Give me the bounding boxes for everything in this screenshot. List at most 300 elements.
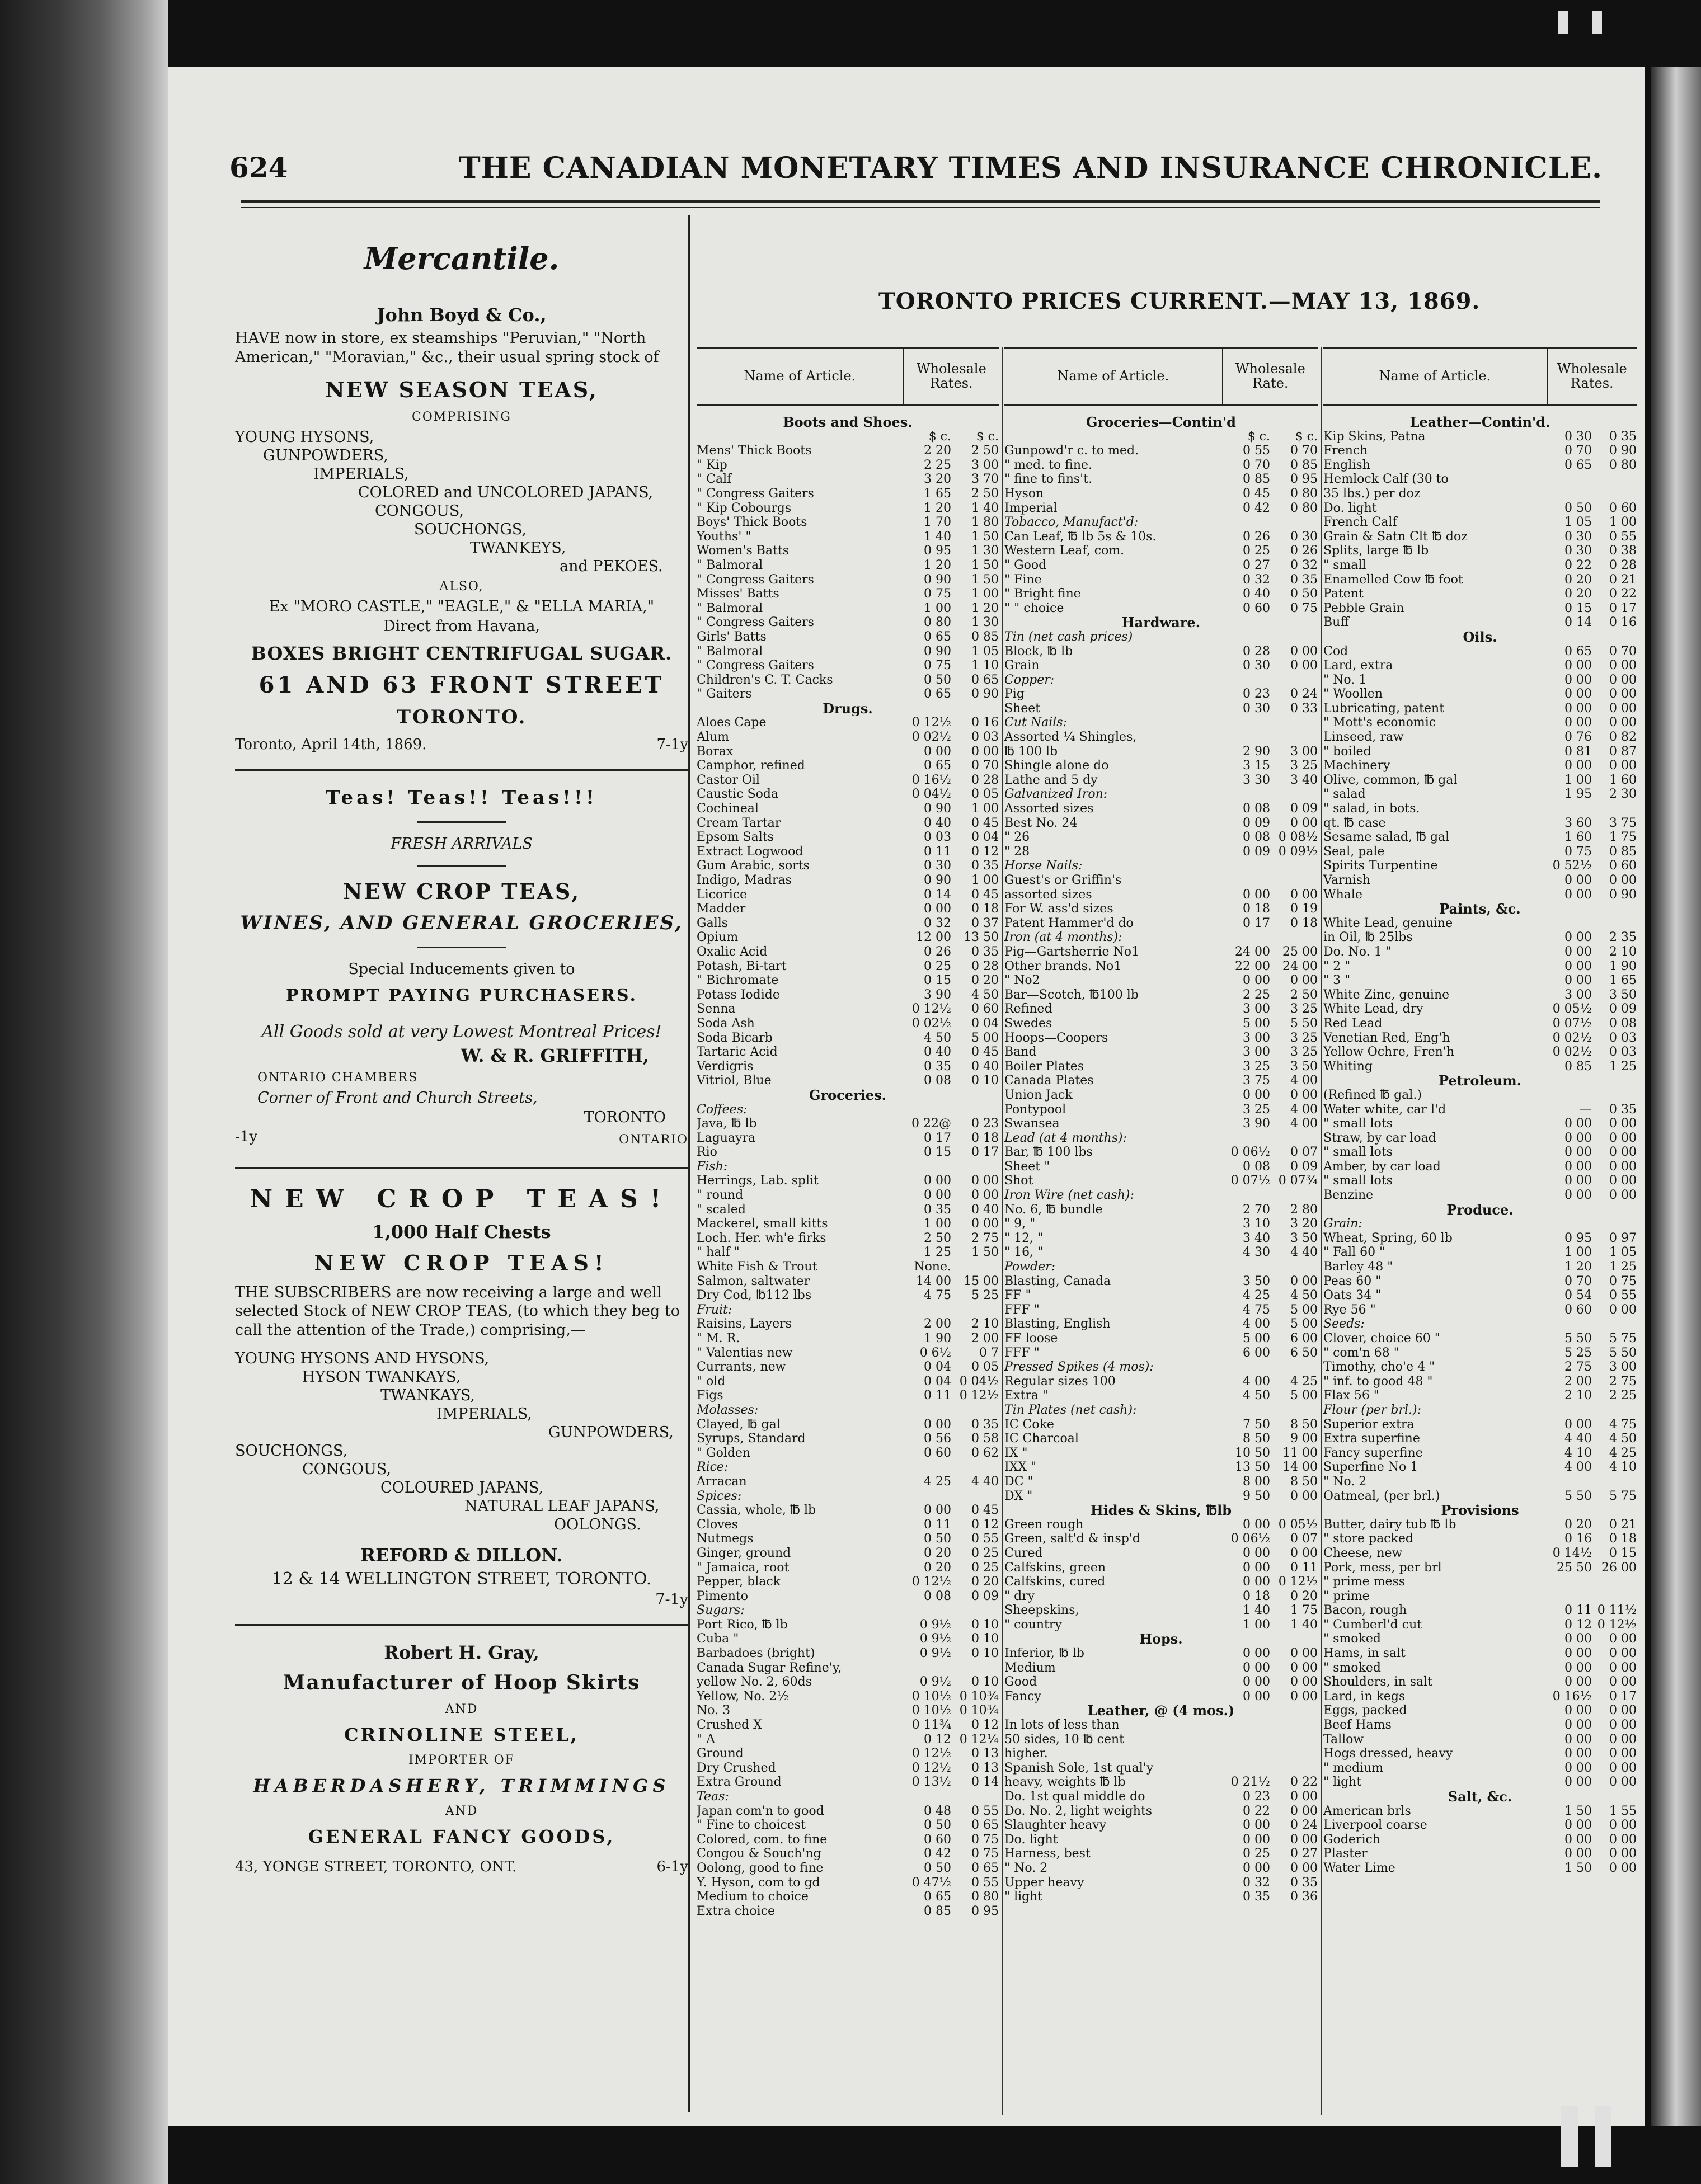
- price-row: [697, 1718, 999, 1733]
- price-row: [1323, 1303, 1637, 1317]
- high-rate: 1 50: [971, 572, 999, 587]
- low-rate: 0 00: [1564, 1117, 1592, 1131]
- article-name: Pork, mess, per brl: [1323, 1560, 1442, 1575]
- low-rate: 0 08: [1243, 1159, 1270, 1174]
- article-name: yellow No. 2, 60ds: [697, 1675, 812, 1689]
- high-rate: 0 00: [1290, 887, 1318, 902]
- low-rate: 2 20: [924, 444, 951, 458]
- article-name: Upper heavy: [1004, 1875, 1084, 1890]
- article-name: Sugars:: [697, 1603, 745, 1618]
- article-name: Cod: [1323, 644, 1348, 658]
- low-rate: 0 00: [1564, 973, 1592, 988]
- low-rate: 0 12½: [911, 1575, 951, 1589]
- low-rate: 1 90: [924, 1331, 951, 1345]
- low-rate: 0 30: [1564, 529, 1592, 544]
- price-row: [1323, 1804, 1637, 1819]
- high-rate: 0 00: [1290, 1088, 1318, 1102]
- high-rate: 0 03: [1609, 1045, 1637, 1060]
- high-rate: 2 75: [1609, 1374, 1637, 1388]
- high-rate: 0 08: [1609, 1016, 1637, 1030]
- article-name: Swedes: [1004, 1016, 1052, 1030]
- advertisement: [235, 1185, 688, 1608]
- high-rate: 0 00: [1609, 1646, 1637, 1661]
- ad-address: 12 & 14 WELLINGTON STREET, TORONTO.: [271, 1569, 652, 1589]
- high-rate: 0 90: [1609, 444, 1637, 458]
- subsection-heading: [1004, 673, 1318, 688]
- high-rate: 4 00: [1290, 1117, 1318, 1131]
- article-name: French: [1323, 444, 1368, 458]
- price-row: [1323, 1045, 1637, 1060]
- article-name: Cloves: [697, 1517, 738, 1532]
- article-name: " Balmoral: [697, 558, 763, 572]
- list-item: TWANKAYS,: [380, 1386, 475, 1404]
- article-name: " 3 ": [1323, 973, 1351, 988]
- price-row: [1323, 1718, 1637, 1733]
- price-row: [697, 1546, 999, 1561]
- article-name: Grain & Satn Clt ℔ doz: [1323, 529, 1468, 544]
- article-name: in Oil, ℔ 25lbs: [1323, 930, 1413, 945]
- low-rate: 0 00: [1564, 1732, 1592, 1747]
- low-rate: 8 00: [1243, 1474, 1270, 1489]
- high-rate: 0 55: [971, 1804, 999, 1818]
- high-rate: 1 40: [971, 501, 999, 515]
- article-name: Cheese, new: [1323, 1546, 1403, 1560]
- article-name: Coffees:: [697, 1102, 748, 1117]
- list-item: OOLONGS.: [554, 1515, 641, 1533]
- low-rate: 0 00: [924, 1417, 951, 1432]
- low-rate: [1223, 1747, 1270, 1761]
- price-row: [1323, 615, 1637, 630]
- low-rate: 0 15: [1564, 601, 1592, 615]
- price-row: [697, 1503, 999, 1518]
- price-row: [697, 1002, 999, 1016]
- article-name: Sheepskins,: [1004, 1603, 1079, 1618]
- article-name: Alum: [697, 730, 729, 745]
- low-rate: 0 81: [1564, 744, 1592, 759]
- column-divider: [1321, 347, 1322, 2115]
- low-rate: 4 50: [1243, 1388, 1270, 1403]
- section-heading: [1323, 415, 1637, 430]
- article-name: Boiler Plates: [1004, 1059, 1084, 1074]
- price-row: [1004, 1217, 1318, 1231]
- low-rate: 0 23: [1243, 1790, 1270, 1804]
- article-name: Extra choice: [697, 1904, 776, 1918]
- ad-line: 1,000 Half Chests: [372, 1221, 551, 1242]
- low-rate: 0 9½: [919, 1632, 951, 1646]
- low-rate: 1 00: [924, 1217, 951, 1231]
- article-name: Soda Ash: [697, 1016, 755, 1030]
- ad-code: -1y: [235, 1128, 258, 1145]
- article-name: " small: [1323, 558, 1366, 572]
- low-rate: 0 25: [1243, 1847, 1270, 1861]
- low-rate: 0 60: [1243, 601, 1270, 615]
- article-name: " No. 2: [1004, 1861, 1048, 1875]
- low-rate: 1 20: [924, 501, 951, 515]
- price-row: [1004, 1303, 1318, 1317]
- subsection-heading: [1004, 859, 1318, 873]
- price-row: [697, 1375, 999, 1389]
- price-row: [1323, 444, 1637, 458]
- article-name: Harness, best: [1004, 1847, 1091, 1861]
- low-rate: 3 40: [1243, 1231, 1270, 1245]
- article-name: " Cumberl'd cut: [1323, 1617, 1422, 1632]
- price-row: [1004, 1790, 1318, 1804]
- low-rate: 1 95: [1564, 787, 1592, 802]
- high-rate: 1 75: [1290, 1603, 1318, 1618]
- article-name: Rice:: [697, 1460, 729, 1475]
- high-rate: 0 10: [971, 1675, 999, 1689]
- price-row: [697, 1532, 999, 1546]
- high-rate: 0 12½: [1597, 1617, 1637, 1632]
- article-name: " small lots: [1323, 1174, 1393, 1188]
- high-rate: 0 00: [1290, 1675, 1318, 1689]
- high-rate: 13 50: [964, 930, 999, 945]
- high-rate: 0 45: [971, 887, 999, 902]
- column-divider: [688, 215, 690, 2112]
- list-item: IMPERIALS,: [313, 465, 409, 483]
- price-row: [697, 888, 999, 902]
- ad-headline: NEW SEASON TEAS,: [325, 376, 599, 402]
- low-rate: 0 42: [1243, 501, 1270, 515]
- price-row: [1004, 1532, 1318, 1546]
- price-row: [697, 973, 999, 988]
- article-name: Leather, @ (4 mos.): [1087, 1703, 1235, 1719]
- low-rate: 2 25: [924, 458, 951, 472]
- high-rate: 3 50: [1290, 1231, 1318, 1245]
- article-name: Splits, large ℔ lb: [1323, 544, 1429, 558]
- section-heading: [1323, 1074, 1637, 1088]
- low-rate: 0 50: [1564, 501, 1592, 515]
- price-row: [1004, 830, 1318, 845]
- price-row: [1323, 845, 1637, 859]
- article-name: assorted sizes: [1004, 887, 1092, 902]
- article-name: Benzine: [1323, 1188, 1374, 1203]
- price-row: [1323, 558, 1637, 573]
- column-header: Name of Article.: [1057, 368, 1169, 384]
- high-rate: 0 18: [1290, 916, 1318, 930]
- high-rate: 0 14: [971, 1775, 999, 1790]
- article-name: Copper:: [1004, 672, 1055, 687]
- low-rate: 3 00: [1564, 987, 1592, 1002]
- ad-note: AND: [445, 1804, 478, 1818]
- article-name: Medium to choice: [697, 1890, 809, 1904]
- article-name: Hemlock Calf (30 to: [1323, 472, 1449, 487]
- article-name: Canada Sugar Refine'y,: [697, 1660, 842, 1675]
- low-rate: 0 18: [1243, 1589, 1270, 1603]
- low-rate: 3 25: [1243, 1059, 1270, 1074]
- article-name: Ginger, ground: [697, 1546, 791, 1560]
- article-name: qt. ℔ case: [1323, 816, 1386, 830]
- low-rate: 0 00: [1564, 1174, 1592, 1188]
- price-row: [1004, 1446, 1318, 1461]
- price-row: [697, 845, 999, 859]
- price-row: [697, 1231, 999, 1246]
- article-name: Hides & Skins, ℔lb: [1090, 1503, 1232, 1518]
- ad-line: BOXES BRIGHT CENTRIFUGAL SUGAR.: [251, 642, 673, 664]
- high-rate: 0 20: [1290, 1589, 1318, 1603]
- price-row: [1323, 787, 1637, 802]
- article-name: Water white, car l'd: [1323, 1102, 1446, 1117]
- price-row: [697, 902, 999, 916]
- price-row: [1004, 1775, 1318, 1790]
- article-name: Spanish Sole, 1st qual'y: [1004, 1761, 1154, 1775]
- low-rate: 0 00: [1243, 1646, 1270, 1661]
- high-rate: 0 15: [1609, 1546, 1637, 1560]
- low-rate: [1223, 730, 1270, 745]
- high-rate: [951, 1260, 999, 1274]
- low-rate: 0 20: [1564, 1517, 1592, 1532]
- price-row: [1004, 916, 1318, 931]
- article-name: " light: [1323, 1775, 1362, 1790]
- price-row: [697, 1775, 999, 1790]
- low-rate: 4 75: [924, 1288, 951, 1303]
- article-name: Hyson: [1004, 486, 1044, 501]
- low-rate: [1223, 873, 1270, 888]
- price-row: [1323, 1689, 1637, 1704]
- price-row: [1323, 530, 1637, 544]
- price-row: [1004, 558, 1318, 573]
- price-row: [1323, 759, 1637, 773]
- low-rate: 4 10: [1564, 1446, 1592, 1460]
- low-rate: 0 30: [1564, 544, 1592, 558]
- high-rate: 0 55: [971, 1532, 999, 1546]
- price-row: [697, 1060, 999, 1074]
- high-rate: 5 50: [1290, 1016, 1318, 1030]
- low-rate: 0 00: [1564, 1188, 1592, 1203]
- low-rate: 1 20: [1564, 1260, 1592, 1274]
- high-rate: 0 22: [1609, 587, 1637, 601]
- low-rate: 0 06½: [1230, 1532, 1270, 1546]
- article-name: Grain: [1004, 658, 1040, 673]
- article-name: Oils.: [1463, 629, 1497, 644]
- list-item: COLOURED JAPANS,: [380, 1479, 544, 1496]
- ad-headline: NEW CROP TEAS!: [250, 1184, 674, 1213]
- high-rate: [1270, 730, 1318, 745]
- price-row: [1004, 888, 1318, 902]
- ad-separator: [417, 821, 506, 823]
- price-row: [697, 730, 999, 745]
- high-rate: 0 28: [1609, 558, 1637, 572]
- price-row: [697, 1203, 999, 1217]
- high-rate: 0 16: [1609, 615, 1637, 630]
- section-heading: Mercantile.: [364, 241, 560, 276]
- low-rate: 0 50: [924, 1818, 951, 1833]
- ad-address: 43, YONGE STREET, TORONTO, ONT.: [235, 1858, 517, 1875]
- article-name: Rye 56 ": [1323, 1302, 1376, 1317]
- low-rate: 13 50: [1235, 1460, 1270, 1475]
- price-row: [697, 1346, 999, 1361]
- low-rate: 0 32: [1243, 572, 1270, 587]
- low-rate: 0 25: [1243, 544, 1270, 558]
- article-name: Band: [1004, 1045, 1037, 1060]
- price-row: [1323, 1661, 1637, 1675]
- high-rate: 0 12¼: [959, 1732, 999, 1747]
- low-rate: 0 76: [1564, 730, 1592, 745]
- high-rate: 15 00: [964, 1274, 999, 1288]
- article-name: Do. 1st qual middle do: [1004, 1790, 1145, 1804]
- price-row: [1323, 1088, 1637, 1103]
- article-name: " Balmoral: [697, 644, 763, 658]
- article-name: " Fall 60 ": [1323, 1245, 1385, 1260]
- section-heading: [1323, 902, 1637, 916]
- article-name: Pepper, black: [697, 1575, 781, 1589]
- low-rate: 0 22: [1564, 558, 1592, 572]
- price-row: [697, 1188, 999, 1203]
- low-rate: [1547, 472, 1592, 487]
- column-header: Name of Article.: [1379, 368, 1491, 384]
- low-rate: 1 50: [1564, 1804, 1592, 1818]
- high-rate: 0 17: [1609, 601, 1637, 615]
- price-row: [1323, 1288, 1637, 1303]
- high-rate: 4 25: [1290, 1374, 1318, 1388]
- article-name: Iron Wire (net cash):: [1004, 1188, 1134, 1203]
- low-rate: 0 60: [1564, 1302, 1592, 1317]
- low-rate: 5 50: [1564, 1489, 1592, 1503]
- price-row: [1004, 1060, 1318, 1074]
- low-rate: 0 16: [1564, 1532, 1592, 1546]
- subsection-heading: [1004, 515, 1318, 530]
- price-row: [697, 501, 999, 516]
- high-rate: 1 65: [1609, 973, 1637, 988]
- high-rate: 2 50: [971, 486, 999, 501]
- high-rate: 26 00: [1601, 1560, 1637, 1575]
- article-name: Shingle alone do: [1004, 759, 1109, 773]
- low-rate: 0 00: [1564, 1761, 1592, 1775]
- high-rate: 2 30: [1609, 787, 1637, 802]
- column-divider: [1002, 347, 1003, 2115]
- article-name: IXX ": [1004, 1460, 1037, 1475]
- price-row: [1004, 472, 1318, 487]
- high-rate: 0 00: [1290, 1804, 1318, 1818]
- high-rate: 0 00: [1290, 644, 1318, 658]
- ad-divider: [235, 1624, 688, 1626]
- high-rate: 5 00: [1290, 1317, 1318, 1331]
- price-row: [697, 544, 999, 558]
- price-row: [1323, 1518, 1637, 1532]
- price-row: [697, 816, 999, 831]
- ad-line: Direct from Havana,: [383, 617, 541, 635]
- article-name: Cochineal: [697, 802, 759, 816]
- list-item: IMPERIALS,: [436, 1405, 532, 1423]
- article-name: Clayed, ℔ gal: [697, 1417, 781, 1432]
- article-name: " prime: [1323, 1589, 1370, 1603]
- article-name: Whiting: [1323, 1059, 1373, 1074]
- article-name: Fancy superfine: [1323, 1446, 1423, 1460]
- high-rate: 0 11: [1290, 1560, 1318, 1575]
- ad-intro: THE SUBSCRIBERS are now receiving a large and well selected Stock of NEW CROP TEAS, (to which they beg to call the attention of the Trade,) comprising,—: [235, 1283, 680, 1339]
- price-row: [697, 587, 999, 601]
- article-name: " Kip Cobourgs: [697, 501, 792, 515]
- price-row: [697, 859, 999, 873]
- article-name: 50 sides, 10 ℔ cent: [1004, 1732, 1125, 1747]
- high-rate: 0 10¾: [959, 1703, 999, 1718]
- high-rate: 0 07¾: [1278, 1174, 1318, 1188]
- section-heading: [1004, 415, 1318, 430]
- article-name: Currants, new: [697, 1360, 786, 1375]
- high-rate: 0 45: [971, 1045, 999, 1060]
- high-rate: 0 45: [971, 816, 999, 830]
- high-rate: 0 32: [1290, 558, 1318, 572]
- high-rate: 8 50: [1290, 1417, 1318, 1432]
- high-rate: 0 60: [1609, 859, 1637, 873]
- low-rate: 0 04: [924, 1360, 951, 1375]
- section-heading: [1323, 630, 1637, 644]
- price-row: [697, 802, 999, 816]
- high-rate: 1 60: [1609, 773, 1637, 787]
- high-rate: 0 00: [1609, 1761, 1637, 1775]
- low-rate: 0 85: [924, 1904, 951, 1918]
- price-row: [697, 1518, 999, 1532]
- high-rate: 0 10: [971, 1617, 999, 1632]
- low-rate: 0 09: [1243, 816, 1270, 830]
- article-name: " med. to fine.: [1004, 458, 1092, 472]
- high-rate: [1270, 1733, 1318, 1747]
- article-name: Salt, &c.: [1448, 1790, 1512, 1804]
- price-row: [697, 644, 999, 659]
- price-row: [1004, 1747, 1318, 1761]
- price-row: [697, 1174, 999, 1188]
- price-row: [1323, 745, 1637, 759]
- high-rate: 3 20: [1290, 1217, 1318, 1231]
- price-row: [1323, 1002, 1637, 1016]
- price-row: [1323, 1231, 1637, 1246]
- high-rate: 0 09: [1290, 802, 1318, 816]
- high-rate: 0 04½: [959, 1374, 999, 1388]
- article-name: " Bright fine: [1004, 587, 1081, 601]
- low-rate: 0 02½: [911, 730, 951, 745]
- article-name: Blasting, Canada: [1004, 1274, 1111, 1288]
- ad-line: All Goods sold at very Lowest Montreal Prices!: [261, 1022, 662, 1042]
- subsection-heading: [1004, 630, 1318, 644]
- ad-city: TORONTO.: [396, 705, 527, 728]
- price-row: [1004, 1589, 1318, 1604]
- price-row: [1323, 1460, 1637, 1475]
- price-row: [1323, 945, 1637, 959]
- low-rate: 0 03: [924, 830, 951, 845]
- ad-headline: NEW CROP TEAS,: [342, 878, 581, 904]
- low-rate: 0 00: [1564, 1747, 1592, 1761]
- article-name: No. 3: [697, 1703, 731, 1718]
- low-rate: 2 70: [1243, 1202, 1270, 1217]
- price-row: [1323, 916, 1637, 931]
- price-row: [1323, 1603, 1637, 1618]
- article-name: " 12, ": [1004, 1231, 1044, 1245]
- high-rate: 5 25: [971, 1288, 999, 1303]
- high-rate: 0 00: [1609, 1159, 1637, 1174]
- article-name: Amber, by car load: [1323, 1159, 1441, 1174]
- low-rate: 0 23: [1243, 687, 1270, 702]
- article-name: Slaughter heavy: [1004, 1818, 1107, 1833]
- article-name: Varnish: [1323, 873, 1371, 887]
- high-rate: 0 27: [1290, 1847, 1318, 1861]
- price-row: [1004, 658, 1318, 673]
- article-name: Figs: [697, 1388, 723, 1403]
- high-rate: 1 50: [971, 1245, 999, 1260]
- article-name: Swansea: [1004, 1117, 1060, 1131]
- price-row: [1323, 1016, 1637, 1031]
- low-rate: 0 00: [1243, 1660, 1270, 1675]
- high-rate: 3 40: [1290, 773, 1318, 787]
- frame-mark: [1595, 2106, 1611, 2167]
- article-name: " Golden: [697, 1446, 751, 1460]
- price-row: [1004, 587, 1318, 601]
- ad-note: ALSO,: [439, 579, 484, 594]
- high-rate: 2 75: [971, 1231, 999, 1245]
- low-rate: 3 20: [924, 472, 951, 487]
- price-row: [697, 1217, 999, 1231]
- price-row: [1004, 1847, 1318, 1861]
- low-rate: 3 50: [1243, 1274, 1270, 1288]
